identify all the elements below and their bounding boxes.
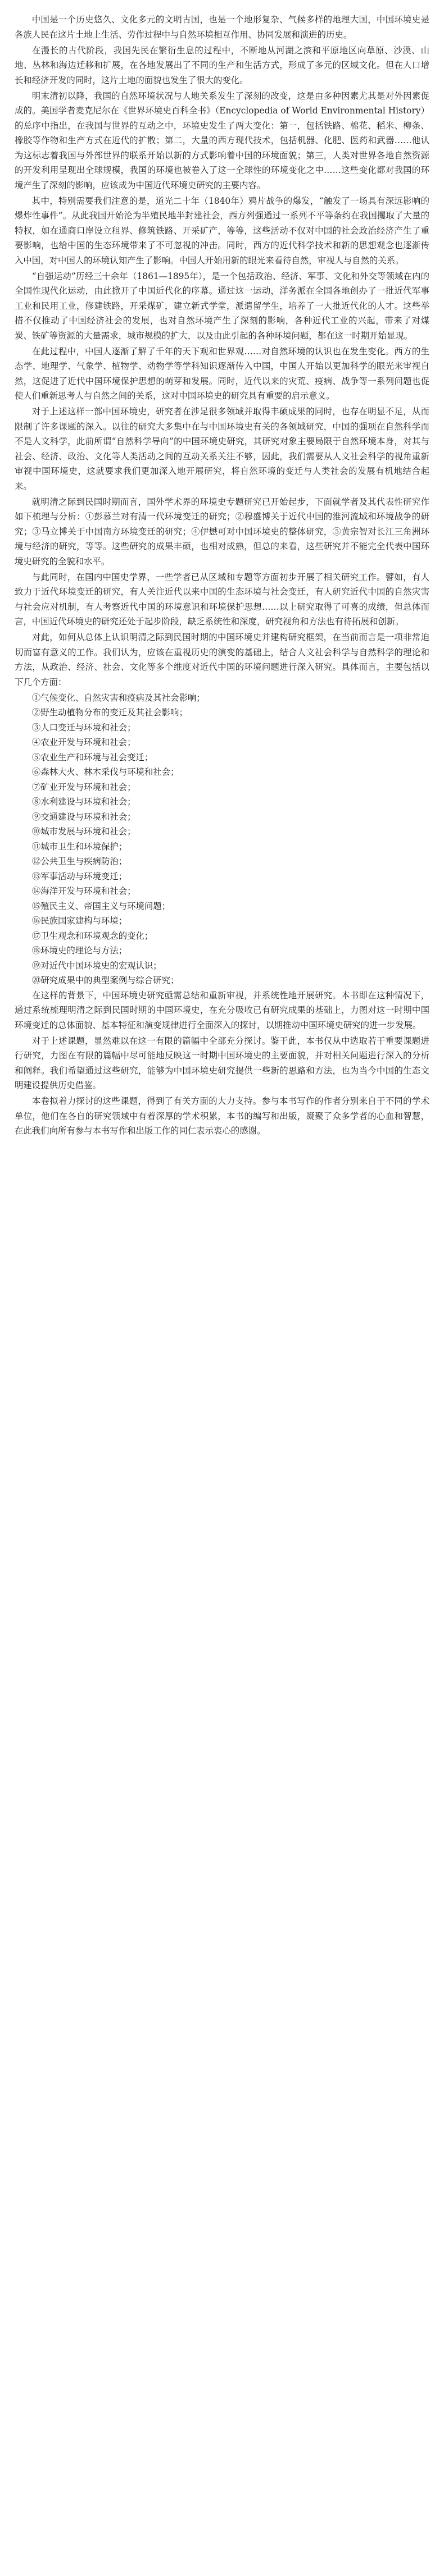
body-paragraph: “自强运动”历经三十余年（1861—1895年），是一个包括政治、经济、军事、文化和外交等领域在内的全国性现代化运动，由此掀开了中国近代化的序幕。通过这一运动，洋务派在全国各地创办了一批近代军事工业和民用工业，修建铁路，开采煤矿，建立新式学堂，派遣留学生，培养了一大批近代化的人才。这些举措不仅推动了中国经济社会的发展，也对自然环境产生了深刻的影响，各种近代工业的兴起，带来了对煤炭、铁矿等资源的大量需求，城市规模的扩大，以及由此引起的各种环境问题，都在这一时期开始显现。 — [15, 271, 429, 341]
list-item: ⑦矿业开发与环境和社会； — [31, 782, 136, 792]
list-item: ⑳研究成果中的典型案例与综合研究； — [31, 975, 179, 985]
body-paragraph: 在这样的背景下，中国环境史研究亟需总结和重新审视，并系统性地开展研究。本书即在这种情况下，通过系统梳理明清之际到民国时期的中国环境史，在充分吸收已有研究成果的基础上，力图对这一时期中国环境变迁的总体面貌、基本特征和演变规律进行全面深入的探讨，以期推动中国环境史研究的进一步发展。 — [15, 990, 429, 1030]
list-item: ⑲对近代中国环境史的宏观认识； — [31, 960, 162, 971]
list-item: ⑬军事活动与环境变迁； — [31, 871, 128, 881]
list-item: ⑧水利建设与环境和社会； — [31, 797, 136, 807]
list-item: ⑭海洋开发与环境和社会； — [31, 886, 136, 896]
body-paragraph: 在此过程中，中国人逐渐了解了千年的天下观和世界观……对自然环境的认识也在发生变化。西方的生态学、地理学、气象学、植物学、动物学等学科知识逐渐传入中国，中国人开始以更加科学的眼光来审视自然，这促进了近代中国环境保护思想的萌芽和发展。同时，近代以来的灾荒、疫病、战争等一系列问题也促使人们重新思考人与自然之间的关系，这对中国环境史的研究具有重要的启示意义。 — [15, 346, 429, 401]
list-item: ⑪城市卫生和环境保护； — [31, 841, 128, 852]
body-paragraph: 中国是一个历史悠久、文化多元的文明古国，也是一个地形复杂、气候多样的地理大国，中国环境史是各族人民在这片土地上生活、劳作过程中与自然环境相互作用、协同发展和演进的历史。 — [15, 15, 429, 40]
list-item: ⑰卫生观念和环境观念的变化； — [31, 930, 153, 941]
list-item: ⑥森林大火、林木采伐与环境和社会； — [31, 767, 179, 777]
body-paragraph: 对于上述课题，显然难以在这一有限的篇幅中全部充分探讨。鉴于此，本书仅从中选取若干重要课题进行研究，力图在有限的篇幅中尽可能地反映这一时期中国环境史的主要面貌，并对相关问题进行深入的分析和阐释。我们希望通过这些研究，能够为中国环境史研究提供一些新的思路和方法，也为当今中国的生态文明建设提供历史借鉴。 — [15, 1035, 429, 1090]
body-paragraph: 在漫长的古代阶段，我国先民在繁衍生息的过程中，不断地从河湖之滨和平原地区向草原、沙漠、山地、丛林和海边迁移和扩展，在各地发展出了不同的生产和生活方式，形成了多元的区域文化。但在人口增长和经济开发的同时，这片土地的面貌也发生了很大的变化。 — [15, 45, 429, 85]
list-item: ④农业开发与环境和社会； — [31, 737, 136, 747]
list-item: ⑯民族国家建构与环境； — [31, 916, 128, 926]
body-paragraph: 对于上述这样一部中国环境史，研究者在涉足很多领域并取得丰硕成果的同时，也存在明显不足，从而限制了许多课题的深入。以往的研究大多集中在与中国环境史有关的各领域研究，中国的强项在自然科学而不是人文科学，此前所谓“自然科学导向”的中国环境史研究，其研究对象主要局限于自然环境本身，对其与社会、经济、政治、文化等人类活动之间的互动关系关注不够，因此，我们需要从人文社会科学的视角重新审视中国环境史，这就要求我们更加深入地开展研究，将自然环境的变迁与人类社会的发展有机地结合起来。 — [15, 407, 429, 491]
list-item: ①气候变化、自然灾害和疫病及其社会影响； — [31, 692, 205, 703]
body-paragraph: 就明清之际到民国时期而言，国外学术界的环境史专题研究已开始起步，下面就学者及其代表性研究作如下梳理与分析：①彭慕兰对有清一代环境变迁的研究；②穆盛博关于近代中国的淮河流域和环境战争的研究；③马立博关于中国南方环境变迁的研究；④伊懋可对中国环境史的整体研究，⑤黄宗智对长江三角洲环境与经济的研究，等等。这些研究的成果丰硕，也相对成熟，但总的来看，这些研究并不能完全代表中国环境史研究的全貌和水平。 — [15, 496, 429, 567]
body-paragraph: 与此同时，在国内中国史学界，一些学者已从区域和专题等方面初步开展了相关研究工作。譬如，有人致力于近代环境变迁的研究，有人关注近代以来中国的生态环境与社会变迁，有人研究近代中国的自然灾害与社会应对机制，有人考察近代中国的环境意识和环境保护思想……以上研究取得了可喜的成绩，但总体而言，中国近代环境史的研究还处于起步阶段，缺乏系统性和深度，研究视角和方法也有待拓展和创新。 — [15, 572, 429, 627]
list-item: ②野生动植物分布的变迁及其社会影响； — [31, 707, 188, 718]
list-item: ⑫公共卫生与疾病防治； — [31, 856, 128, 866]
list-item: ⑮殖民主义、帝国主义与环境问题； — [31, 901, 171, 911]
list-item: ⑤农业生产和环境与社会变迁； — [31, 752, 153, 762]
body-paragraph: 对此，如何从总体上认识明清之际到民国时期的中国环境史并建构研究框架，在当前而言是一项非常迫切而富有意义的工作。我们认为，应该在重视历史的演变的基础上，结合人文社会科学与自然科学的理论和方法，从政治、经济、社会、文化等多个维度对近代中国的环境问题进行深入研究。具体而言，主要包括以下几个方面： — [15, 632, 429, 687]
body-paragraph: 本卷拟着力探讨的这些课题，得到了有关方面的大力支持。参与本书写作的作者分别来自于不同的学术单位，他们在各自的研究领域中有着深厚的学术积累，本书的编写和出版，凝聚了众多学者的心血和智慧，在此我们向所有参与本书写作和出版工作的同仁表示衷心的感谢。 — [15, 1096, 429, 1136]
body-paragraph: 其中，特别需要我们注意的是，道光二十年（1840年）鸦片战争的爆发，“触发了一场具有深远影响的爆炸性事件”。从此我国开始沦为半殖民地半封建社会，西方列强通过一系列不平等条约在我国攫取了大量的特权，如在通商口岸设立租界、修筑铁路、开采矿产，等等，这些活动不仅对中国的社会政治经济产生了重要影响，也给中国的生态环境带来了不可忽视的冲击。同时，西方的近代科学技术和新的思想观念也逐渐传入中国，对中国人的环境认知产生了影响。中国人开始用新的眼光来看待自然，审视人与自然的关系。 — [15, 195, 429, 266]
list-item: ⑨交通建设与环境和社会； — [31, 811, 136, 822]
list-item: ⑱环境史的理论与方法； — [31, 946, 128, 956]
list-item: ③人口变迁与环境和社会； — [31, 722, 136, 733]
list-item: ⑩城市发展与环境和社会； — [31, 826, 136, 837]
body-paragraph: 明末清初以降，我国的自然环境状况与人地关系发生了深刻的改变，这是由多种因素尤其是对外因素促成的。美国学者麦克尼尔在《世界环境史百科全书》（Encyclopedia of World Environmental History）的总序中指出，在我国与世界的互动之中，环境史发生了两大变化：第一，包括铁路、棉花、稻米、柳条、橡胶等作物和生产方式在近代的扩散；第二，大量的西方现代技术，包括机器、化肥、医药和武器……他认为这标志着我国与外部世界的联系开始以新的方式影响着中国的环境面貌；第三，人类对世界各地自然资源的开发利用呈现出全球规模，我国的环境也被卷入了这一全球性的环境变化之中……这些变化都对我国的环境产生了深刻的影响，应该成为中国近代环境史研究的主要内容。 — [15, 90, 429, 190]
